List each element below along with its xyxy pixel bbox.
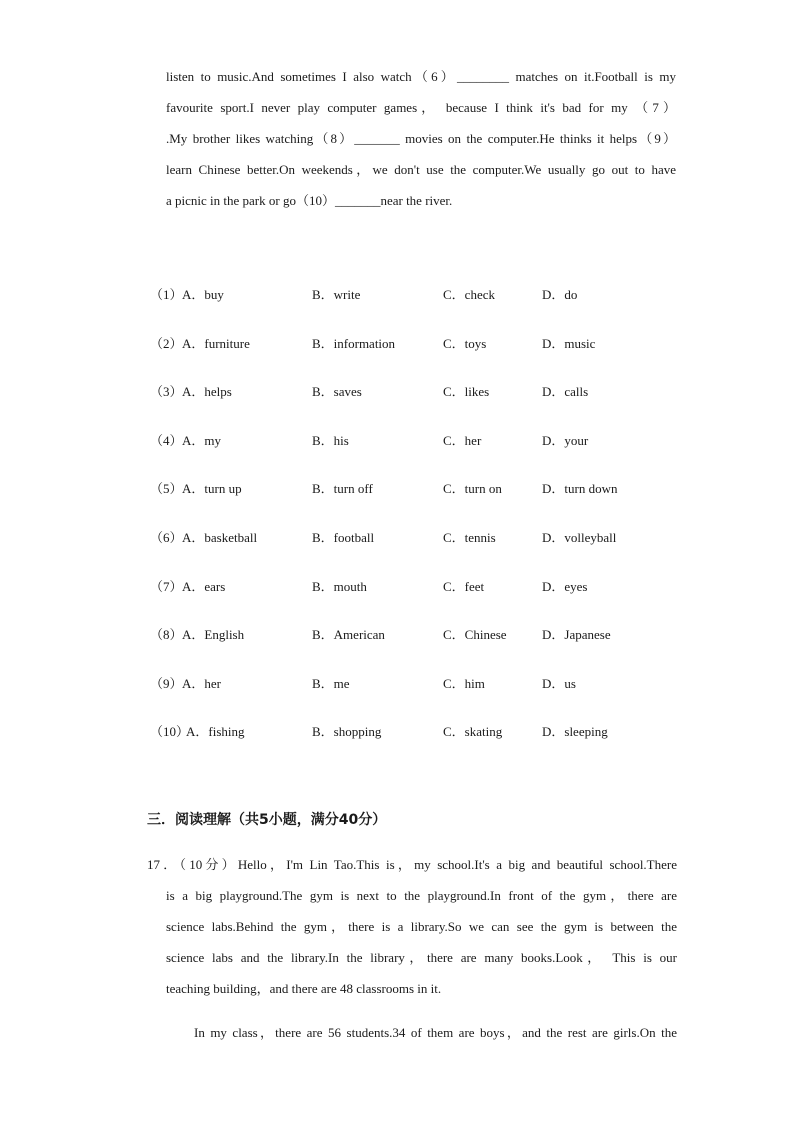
option-d: D．music — [542, 335, 596, 351]
option-b: B．saves — [312, 384, 362, 400]
option-a: A．turn up — [182, 481, 242, 497]
question-number: （9） — [150, 675, 183, 691]
passage-line: a picnic in the park or go（10）_______near the river. — [166, 193, 453, 208]
option-c: C．feet — [443, 578, 485, 594]
option-b: B．football — [312, 529, 375, 545]
question-number: （6） — [150, 529, 183, 545]
option-row — [150, 470, 690, 519]
option-row — [150, 665, 690, 714]
question-number: （2） — [150, 335, 183, 351]
option-c: C．Chinese — [443, 627, 507, 643]
answer-options — [150, 276, 690, 762]
option-b: B．American — [312, 627, 385, 643]
option-a: A．English — [182, 627, 245, 643]
question-number: （8） — [150, 627, 183, 643]
question-number: （5） — [150, 481, 183, 497]
question-number: （7） — [150, 578, 183, 594]
option-d: D．us — [542, 675, 576, 691]
question-number: （1） — [150, 287, 183, 302]
passage-line: teaching building，and there are 48 classrooms in it. — [166, 981, 442, 996]
question-number: （3） — [150, 384, 183, 400]
option-b: B．mouth — [312, 578, 367, 594]
option-c: C．likes — [443, 384, 490, 400]
option-c: C．check — [443, 287, 495, 302]
option-row — [150, 519, 690, 568]
option-b: B．shopping — [312, 724, 382, 740]
option-row — [150, 422, 690, 471]
option-c: C．him — [443, 675, 485, 691]
option-row — [150, 373, 690, 422]
option-a: A．fishing — [186, 724, 245, 740]
option-a: A．her — [182, 675, 221, 691]
option-c: C．her — [443, 432, 482, 448]
option-row — [150, 616, 690, 665]
option-d: D．Japanese — [542, 627, 611, 643]
section-heading: 三．阅读理解（共5小题，满分40分） — [147, 812, 387, 828]
option-a: A．my — [182, 432, 222, 448]
passage-line: .My brother likes watching（8）_______ movies on the computer.He thinks it helps（9） — [166, 131, 676, 146]
passage-line: science labs and the library.In the library，there are many books.Look， This is our — [166, 950, 677, 965]
passage-line: science labs.Behind the gym，there is a library.So we can see the gym is between the — [166, 919, 677, 934]
option-d: D．sleeping — [542, 724, 608, 740]
option-a: A．basketball — [182, 529, 258, 545]
option-row — [150, 325, 690, 374]
option-b: B．information — [312, 335, 396, 351]
cloze-passage — [166, 61, 676, 216]
passage-line: learn Chinese better.On weekends，we don't use the computer.We usually go out to have — [166, 162, 676, 177]
option-c: C．skating — [443, 724, 503, 740]
option-row — [150, 276, 690, 325]
question-number: （4） — [150, 432, 183, 448]
option-row — [150, 568, 690, 617]
option-b: B．his — [312, 432, 349, 448]
passage-line: is a big playground.The gym is next to the playground.In front of the gym，there are — [166, 888, 677, 903]
option-d: D．turn down — [542, 481, 618, 497]
option-c: C．tennis — [443, 529, 496, 545]
passage-line: listen to music.And sometimes I also watch（6）________ matches on it.Football is my — [166, 69, 676, 84]
option-d: D．do — [542, 287, 578, 302]
passage-line: In my class，there are 56 students.34 of them are boys，and the rest are girls.On the — [194, 1025, 677, 1040]
passage-line: favourite sport.I never play computer games， because I think it's bad for my （7） — [166, 100, 676, 115]
option-b: B．turn off — [312, 481, 373, 497]
option-b: B．write — [312, 287, 361, 302]
question-number: （10） — [150, 724, 190, 740]
option-d: D．volleyball — [542, 529, 617, 545]
option-b: B．me — [312, 675, 350, 691]
option-a: A．ears — [182, 578, 226, 594]
option-a: A．helps — [182, 384, 232, 400]
option-c: C．turn on — [443, 481, 502, 497]
passage-line: 17．（10分）Hello，I'm Lin Tao.This is，my school.It's a big and beautiful school.There — [147, 857, 677, 872]
option-d: D．calls — [542, 384, 589, 400]
option-row — [150, 713, 690, 762]
option-c: C．toys — [443, 335, 487, 351]
option-d: D．eyes — [542, 578, 588, 594]
question-17-passage — [147, 849, 677, 1048]
option-a: A．buy — [182, 287, 224, 302]
option-a: A．furniture — [182, 335, 250, 351]
option-d: D．your — [542, 432, 589, 448]
